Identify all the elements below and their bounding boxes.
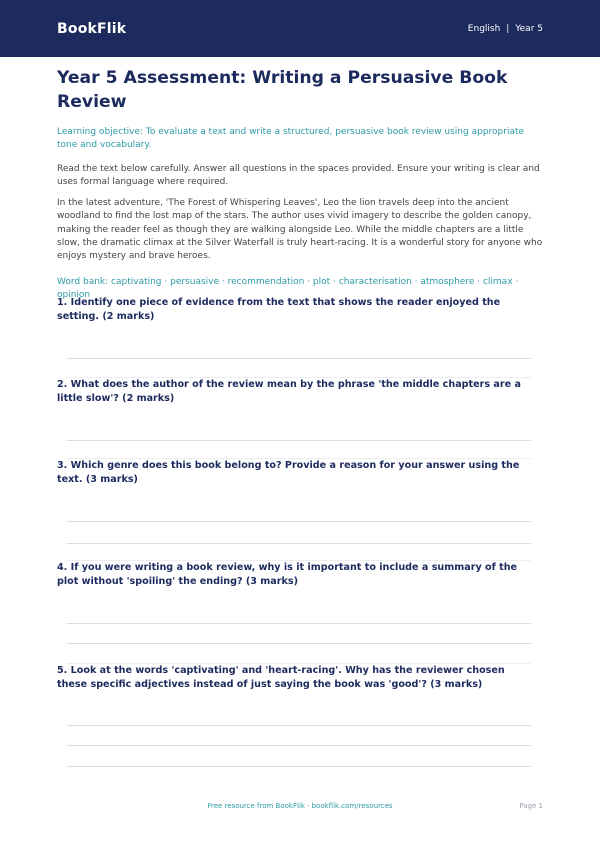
answer-line[interactable] [67,623,531,624]
instructions: Read the text below carefully. Answer all questions in the spaces provided. Ensure your writing is clear and uses formal language where required. [57,163,540,187]
word-bank: Word bank: captivating · persuasive · recommendation · plot · characterisation · atmosphere · climax · opinion [57,276,519,300]
intro-section [57,64,543,302]
answer-line[interactable] [67,521,531,522]
answer-line[interactable] [67,543,531,544]
question-2 [57,378,537,409]
answer-line[interactable] [67,725,531,726]
question-text: 2. What does the author of the review mean by the phrase 'the middle chapters are a little slow'? (2 marks) [57,379,521,404]
header-separator: | [506,23,510,34]
page-header [0,0,600,57]
divider [67,458,531,459]
question-4 [57,561,537,592]
question-5 [57,664,537,695]
question-text: 3. Which genre does this book belong to? Provide a reason for your answer using the text. (3 marks) [57,460,520,485]
divider [67,560,531,561]
answer-line[interactable] [67,358,531,359]
question-text: 1. Identify one piece of evidence from the text that shows the reader enjoyed the setting. (2 marks) [57,297,501,322]
learning-objective: Learning objective: To evaluate a text and write a structured, persuasive book review using appropriate tone and vocabulary. [57,127,525,151]
divider [67,663,531,664]
footer-credit[interactable]: Free resource from BookFlik · bookflik.com/resources [207,802,393,810]
answer-line[interactable] [67,766,531,767]
question-text: 5. Look at the words 'captivating' and 'heart-racing'. Why has the reviewer chosen these specific adjectives instead of just saying the book was 'good'? (3 marks) [57,665,505,690]
header-meta [468,24,543,34]
question-text: 4. If you were writing a book review, why is it important to include a summary of the plot without 'spoiling' the ending? (3 marks) [57,562,518,587]
question-1 [57,296,537,327]
subject-label: English [467,23,501,34]
divider [67,377,531,378]
page-title: Year 5 Assessment: Writing a Persuasive Book Review [57,68,508,112]
page-footer [0,802,600,814]
answer-line[interactable] [67,745,531,746]
answer-line[interactable] [67,643,531,644]
question-3 [57,459,537,490]
year-label: Year 5 [515,23,543,34]
answer-line[interactable] [67,440,531,441]
reading-passage: In the latest adventure, 'The Forest of Whispering Leaves', Leo the lion travels deep into the ancient woodland to find the lost map of the stars. The author uses vivid imagery to describe the golden canopy, making the reader feel as though they are walking alongside Leo. While the middle chapters are a little slow, the dramatic climax at the Silver Waterfall is truly heart-racing. It is a wonderful story for anyone who enjoys mystery and brave heroes. [57,198,543,262]
brand-logo[interactable]: BookFlik [57,20,127,37]
page-number: Page 1 [519,802,543,810]
